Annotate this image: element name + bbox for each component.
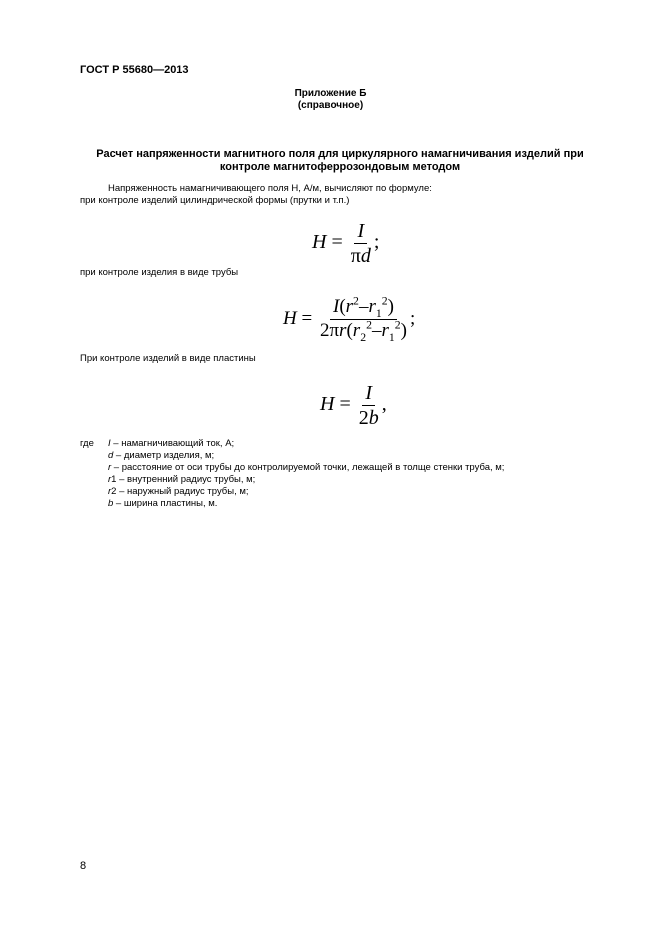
semicolon: ; <box>409 307 416 329</box>
exponent: 2 <box>394 318 401 332</box>
pi-symbol: π <box>350 245 361 267</box>
section-title-line1: Расчет напряженности магнитного поля для циркулярного намагничивания изделий при <box>96 148 584 160</box>
numerator: I <box>362 382 375 406</box>
subscript: 1 <box>388 330 395 344</box>
numerator: I <box>354 220 367 244</box>
case-plate-text: При контроле изделий в виде пластины <box>80 353 256 364</box>
def-inner-radius <box>108 474 504 486</box>
var-r2: r <box>352 319 361 341</box>
equals-sign: = <box>331 231 343 254</box>
exponent: 2 <box>366 318 372 332</box>
numerator: $I(r^2-r_1^2)$ <box>330 297 397 320</box>
denominator: $2\pi r(r_2^2-r_1^2)$ <box>319 318 407 344</box>
equals-sign: = <box>339 393 351 416</box>
symbol: I <box>108 438 111 449</box>
description: – диаметр изделия, м; <box>113 450 215 461</box>
var-r1: r <box>381 319 389 341</box>
denominator <box>348 244 374 267</box>
denominator <box>356 406 382 429</box>
two-pi: 2π <box>319 319 340 341</box>
var-I: I <box>332 296 340 317</box>
description: – намагничивающий ток, А; <box>110 438 235 449</box>
fraction <box>348 220 374 267</box>
formula-plate <box>320 382 387 429</box>
subscript: 2 <box>360 330 367 344</box>
minus-sign: – <box>371 319 382 341</box>
def-plate-width <box>108 498 504 510</box>
formula-tube <box>283 294 416 344</box>
var-r1: r <box>368 296 376 317</box>
appendix-type: (справочное) <box>297 100 364 111</box>
var-b: b <box>368 407 379 429</box>
symbol-index: 1 <box>111 474 117 485</box>
equals-sign: = <box>301 307 313 329</box>
formula-lhs: H <box>312 231 327 254</box>
formula-cylinder <box>312 220 379 267</box>
two: 2 <box>358 407 369 429</box>
where-label: где <box>80 438 94 449</box>
var-d: d <box>360 245 371 267</box>
case-tube-text: при контроле изделия в виде трубы <box>80 267 239 278</box>
intro-text: Напряженность намагничивающего поля Н, А/м, вычисляют по формуле: <box>108 183 432 194</box>
symbol: r <box>108 462 112 473</box>
symbol: d <box>108 450 114 461</box>
description: – ширина пластины, м. <box>113 498 218 509</box>
section-title-line2: контроле магнитоферрозондовым методом <box>219 161 461 173</box>
subscript: 1 <box>375 306 382 320</box>
symbol: r <box>108 486 112 497</box>
description: – наружный радиус трубы, м; <box>116 486 249 497</box>
def-diameter <box>108 450 504 462</box>
formula-lhs: H <box>320 393 335 416</box>
symbol: b <box>108 498 114 509</box>
exponent: 2 <box>381 294 388 308</box>
var-r: r <box>339 319 347 341</box>
document-code: ГОСТ Р 55680—2013 <box>80 64 189 76</box>
symbol: r <box>108 474 112 485</box>
exponent: 2 <box>353 294 359 308</box>
appendix-title: Приложение Б <box>294 88 367 99</box>
semicolon: ; <box>373 231 380 254</box>
var-r: r <box>345 296 354 317</box>
minus-sign: – <box>358 296 369 317</box>
symbol-index: 2 <box>111 486 117 497</box>
description: – внутренний радиус трубы, м; <box>116 474 256 485</box>
def-distance <box>108 462 504 474</box>
def-current <box>108 438 504 450</box>
fraction <box>356 382 382 429</box>
comma: , <box>381 393 387 416</box>
variable-definitions <box>108 438 504 510</box>
def-outer-radius <box>108 486 504 498</box>
fraction <box>317 294 410 344</box>
case-cylinder-text: при контроле изделий цилиндрической формы (прутки и т.п.) <box>80 195 350 206</box>
page-number: 8 <box>80 860 87 872</box>
formula-lhs: H <box>283 307 297 329</box>
description: – расстояние от оси трубы до контролируемой точки, лежащей в толще стенки труба, м; <box>111 462 505 473</box>
